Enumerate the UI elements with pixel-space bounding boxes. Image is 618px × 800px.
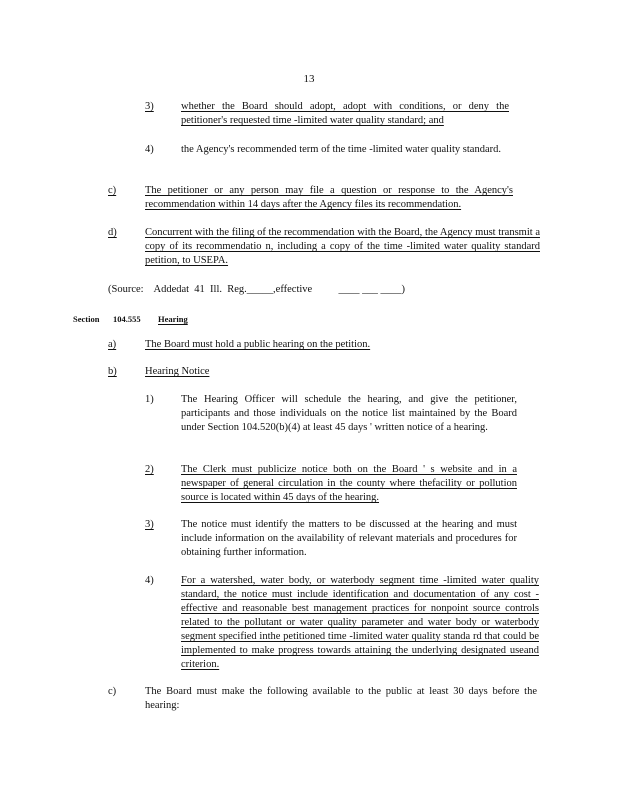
item-text: whether the Board should adopt, adopt with conditions, or deny the petitioner's requested time -limited water quality standard; and [181, 101, 509, 126]
item-label: 1) [145, 394, 154, 405]
section-title: Hearing [158, 314, 188, 324]
item-label: 4) [145, 144, 154, 155]
section-number: 104.555 [113, 314, 141, 324]
item-text: The petitioner or any person may file a question or response to the Agency's recommendation within 14 days after the Agency files its recommendation. [145, 185, 513, 210]
item-label: a) [108, 339, 117, 350]
item-label: c) [108, 686, 117, 697]
item-label: c) [108, 185, 117, 196]
item-text: For a watershed, water body, or waterbody segment time -limited water quality standard, the notice must include identification and documentation of any cost - effective and reasonable best management practices for nonpoint source controls related to the pollutant or water quality parameter and water body or waterbody segment specified inthe petitioned time -limited water quality standa rd that could be implemented to make progress towards attaining the underlying designated useand criterion. [181, 575, 539, 670]
page-number: 13 [303, 73, 315, 85]
item-text: The notice must identify the matters to be discussed at the hearing and must include information on the availability of relevant materials and procedures for obtaining further information. [181, 519, 517, 558]
item-text: The Clerk must publicize notice both on the Board ' s website and in a newspaper of general circulation in the county where thefacility or pollution source is located within 45 days of the hearing. [181, 464, 517, 503]
item-label: b) [108, 366, 117, 377]
item-text: Hearing Notice [145, 366, 210, 377]
item-label: 3) [145, 101, 154, 112]
item-label: 3) [145, 519, 154, 530]
section-label: Section [73, 314, 100, 324]
item-label: d) [108, 227, 117, 238]
item-label: 2) [145, 464, 154, 475]
item-text: The Board must hold a public hearing on the petition. [145, 339, 371, 350]
item-text: the Agency's recommended term of the time -limited water quality standard. [181, 144, 501, 155]
item-text: The Hearing Officer will schedule the hearing, and give the petitioner, participants and those individuals on the notice list maintained by the Board under Section 104.520(b)(4) at least 45 days ' written notice of a hearing. [181, 394, 517, 433]
item-text: Concurrent with the filing of the recommendation with the Board, the Agency must transmit a copy of its recommendatio n, including a copy of the time -limited water quality standard petition, to USEPA. [145, 227, 540, 266]
source-note: (Source: Addedat 41 Ill. Reg._____,effective ____ ___ ____) [108, 284, 405, 295]
item-label: 4) [145, 575, 154, 586]
item-text: The Board must make the following available to the public at least 30 days before the hearing: [145, 686, 537, 711]
